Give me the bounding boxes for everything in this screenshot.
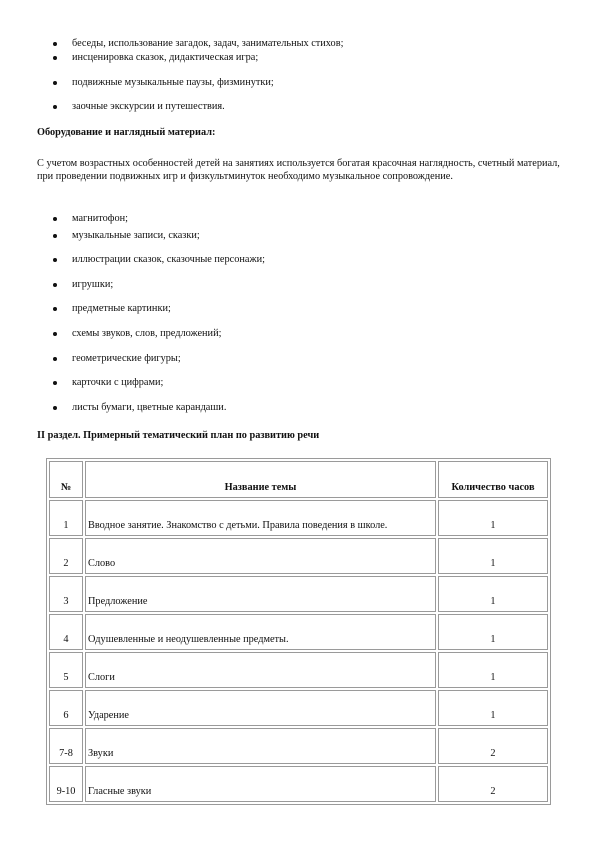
document-page: беседы, использование загадок, задач, занимательных стихов; инсценировка сказок, дидактическая игра; подвижные музыкальные паузы, физминутки; заочные экскурсии и путешествия. Оборудование и наглядный материал: С учетом возрастных особенностей детей на занятиях используется богатая красочная наглядность, счетный материал, при проведении подвижных игр и физкультминуток необходимо музыкальное сопровождение. магнитофон; музыкальные записи, сказки; иллюстрации сказок, сказочные персонажи; игрушки; предметные картинки; схемы звуков, слов, предложений; геометрические фигуры; карточки с цифрами; листы бумаги, цветные карандаши. II раздел. Примерный тематический план по развитию речи № Название темы Количество часов 1 Вводное занятие. Знакомство с детьми. Правила поведения в школе. 1 2 Слово 1 3 Предложение 1 4 Одушевленные и неодушевленные предметы. 1 5 Слоги 1 6 Ударение 1 7-8 Звуки 2 9-10 Гласные звуки 2 — [0, 0, 595, 842]
table-row — [49, 690, 548, 726]
cell-hours: 1 — [438, 538, 548, 574]
cell-topic: Вводное занятие. Знакомство с детьми. Правила поведения в школе. — [85, 500, 436, 536]
equipment-heading: Оборудование и наглядный материал: — [37, 127, 216, 138]
cell-topic: Предложение — [85, 576, 436, 612]
column-header-number: № — [49, 461, 83, 498]
thematic-plan-table — [46, 458, 551, 805]
table-row — [49, 766, 548, 802]
cell-topic: Слоги — [85, 652, 436, 688]
bullet-icon — [53, 258, 57, 262]
cell-topic: Одушевленные и неодушевленные предметы. — [85, 614, 436, 650]
bullet-icon — [53, 105, 57, 109]
cell-hours: 2 — [438, 728, 548, 764]
cell-hours: 1 — [438, 652, 548, 688]
section-heading: II раздел. Примерный тематический план по развитию речи — [37, 430, 320, 441]
bullet-icon — [53, 357, 57, 361]
cell-number: 3 — [49, 576, 83, 612]
bullet-icon — [53, 81, 57, 85]
table-row — [49, 652, 548, 688]
table-header-row — [49, 461, 548, 498]
bullet-icon — [53, 217, 57, 221]
cell-number: 4 — [49, 614, 83, 650]
table-row — [49, 500, 548, 536]
cell-hours: 1 — [438, 614, 548, 650]
column-header-topic: Название темы — [85, 461, 436, 498]
bullet-icon — [53, 283, 57, 287]
cell-hours: 1 — [438, 500, 548, 536]
table-row — [49, 576, 548, 612]
bullet-icon — [53, 406, 57, 410]
bullet-icon — [53, 42, 57, 46]
cell-number: 2 — [49, 538, 83, 574]
bullet-icon — [53, 381, 57, 385]
cell-number: 9-10 — [49, 766, 83, 802]
cell-number: 1 — [49, 500, 83, 536]
cell-number: 7-8 — [49, 728, 83, 764]
cell-hours: 1 — [438, 690, 548, 726]
cell-topic: Гласные звуки — [85, 766, 436, 802]
cell-topic: Ударение — [85, 690, 436, 726]
equipment-paragraph: С учетом возрастных особенностей детей на занятиях используется богатая красочная наглядность, счетный материал, при проведении подвижных игр и физкультминуток необходимо музыкальное сопровождение. — [37, 158, 560, 182]
cell-topic: Слово — [85, 538, 436, 574]
column-header-hours: Количество часов — [438, 461, 548, 498]
cell-hours: 1 — [438, 576, 548, 612]
bullet-icon — [53, 56, 57, 60]
bullet-icon — [53, 332, 57, 336]
bullet-icon — [53, 307, 57, 311]
cell-number: 6 — [49, 690, 83, 726]
cell-hours: 2 — [438, 766, 548, 802]
cell-number: 5 — [49, 652, 83, 688]
bullet-icon — [53, 234, 57, 238]
table-row — [49, 728, 548, 764]
cell-topic: Звуки — [85, 728, 436, 764]
table-row — [49, 538, 548, 574]
table-row — [49, 614, 548, 650]
